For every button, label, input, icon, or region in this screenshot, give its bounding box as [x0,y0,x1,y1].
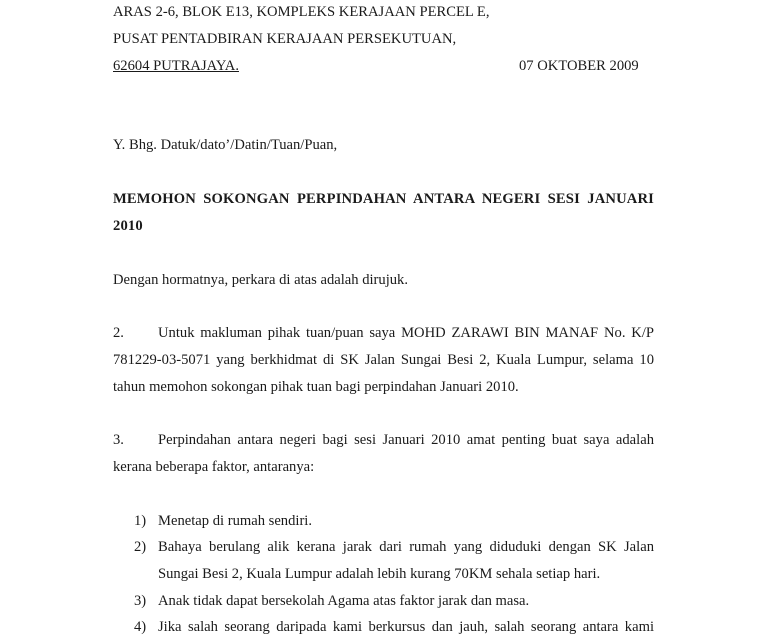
list-item-2-number: 2) [134,539,147,555]
paragraph-2-line-3: tahun memohon sokongan pihak tuan bagi perpindahan Januari 2010. [113,379,519,395]
list-item-3-number: 3) [134,593,147,609]
paragraph-3-line-2: kerana beberapa faktor, antaranya: [113,459,315,475]
paragraph-3-text-1: Perpindahan antara negeri bagi sesi Januari 2010 amat penting buat saya adalah [158,432,654,448]
salutation: Y. Bhg. Datuk/dato’/Datin/Tuan/Puan, [113,137,338,153]
address-line-3: 62604 PUTRAJAYA. [113,58,239,74]
subject-line-1: MEMOHON SOKONGAN PERPINDAHAN ANTARA NEGERI SESI JANUARI [113,191,654,207]
address-line-2: PUSAT PENTADBIRAN KERAJAAN PERSEKUTUAN, [113,31,457,47]
opening-sentence: Dengan hormatnya, perkara di atas adalah dirujuk. [113,272,409,288]
list-item-4-number: 4) [134,619,147,635]
list-item-4-text-1: Jika salah seorang daripada kami berkursus dan jauh, salah seorang antara kami [158,619,654,635]
paragraph-2-line-2: 781229-03-5071 yang berkhidmat di SK Jalan Sungai Besi 2, Kuala Lumpur, selama 10 [113,352,654,368]
list-item-2-text-2: Sungai Besi 2, Kuala Lumpur adalah lebih kurang 70KM sehala setiap hari. [158,566,601,582]
subject-line-2: 2010 [113,218,143,234]
address-line-1: ARAS 2-6, BLOK E13, KOMPLEKS KERAJAAN PERCEL E, [113,4,490,20]
paragraph-3-number: 3. [113,432,124,448]
list-item-1-text: Menetap di rumah sendiri. [158,513,313,529]
paragraph-2-line-1 [113,324,654,342]
list-item-2-text-1: Bahaya berulang alik kerana jarak dari rumah yang diduduki dengan SK Jalan [158,539,654,555]
paragraph-2-number: 2. [113,325,124,341]
paragraph-3-line-1 [113,431,654,449]
list-item-1-number: 1) [134,513,147,529]
paragraph-2-text-1: Untuk makluman pihak tuan/puan saya MOHD ZARAWI BIN MANAF No. K/P [158,325,654,341]
letter-date: 07 OKTOBER 2009 [519,58,639,74]
list-item-3-text: Anak tidak dapat bersekolah Agama atas faktor jarak dan masa. [158,593,530,609]
